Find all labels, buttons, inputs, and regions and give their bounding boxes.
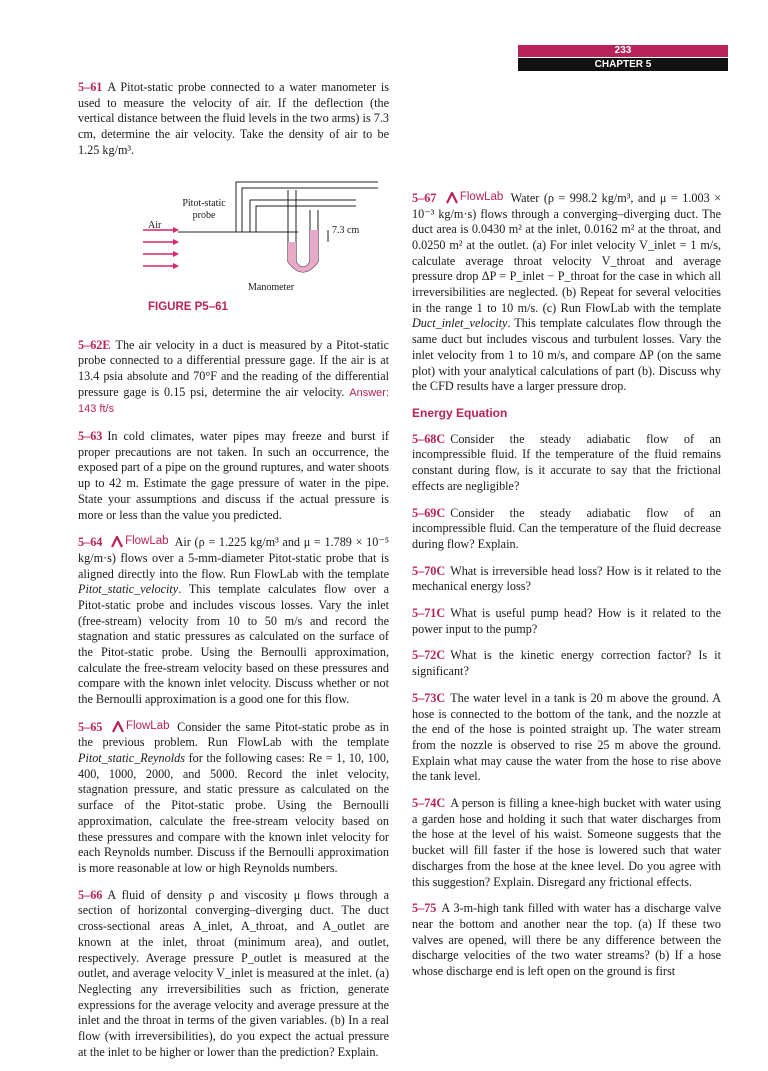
flowlab-logo: FlowLab [112,719,169,735]
template-name: Duct_inlet_velocity [412,316,508,331]
answer-value: 143 ft/s [78,403,115,416]
answer-label: Answer: [349,386,390,399]
problem-5-68C: 5–68C Consider the steady adiabatic flow of an incompressible fluid. If the temperature of the fluid remains constant during flow, is it accurate to say that the frictional effects are negligible? [412,431,721,493]
problem-5-73C: 5–73C The water level in a tank is 20 m above the ground. A hose is connected to the bottom of the tank, and the nozzle at the end of the hose is pointed straight up. The water stream from the nozzle is observed to rise 25 m above the ground. Explain what may cause the water from the hose to rise above the tank level. [412,690,721,784]
problem-5-65: 5–65 FlowLab Consider the same Pitot-static probe as in the previous problem. Run FlowLab with the template Pitot_static_Reynolds for the following cases: Re = 1, 10, 100, 400, 1000, 2000, and 5000. Record the inlet velocity, stagnation pressure, and static pressure as calculated on the surface of the Pitot-static probe. Using the Bernoulli approximation, calculate the free-stream velocity based on these pressures and compare with the known inlet velocity for each Reynolds number. Discuss if the Bernoulli approximation is more reasonable at low or high Reynolds numbers. [78,719,390,875]
problem-5-63: 5–63 In cold climates, water pipes may freeze and burst if proper precautions are not taken. In such an occurrence, the exposed part of a pipe on the ground ruptures, and water shoots up to 42 m. Estimate the gage pressure of water in the pipe. State your assumptions and discuss if the actual pressure is more or less than the value you predicted. [78,429,389,522]
page-header [518,45,728,71]
deflection-label: 7.3 cm [332,224,360,236]
figure-pitot-manometer [78,170,389,320]
problem-5-74C: 5–74C A person is filling a knee-high bucket with water using a garden hose and holding it such that water discharges from the hose at the level of his waist. Someone suggests that the bucket will fill faster if the hose is lowered such that water discharges from the hose at the knee level. Do you agree with this suggestion? Explain. Disregard any frictional effects. [412,796,721,889]
problem-5-61: 5–61 A Pitot-static probe connected to a water manometer is used to measure the velocity of air. If the deflection (the vertical distance between the fluid levels in the two arms) is 7.3 cm, determine the air velocity. Take the density of air to be 1.25 kg/m³. [78,80,389,157]
section-title-energy-equation: Energy Equation [412,405,508,420]
problem-5-70C: 5–70C What is irreversible head loss? How is it related to the mechanical energy loss? [412,563,721,594]
problem-5-72C: 5–72C What is the kinetic energy correction factor? Is it significant? [412,648,721,679]
problem-5-64: 5–64 FlowLab Air (ρ = 1.225 kg/m³ and μ = 1.789 × 10⁻⁵ kg/m·s) flows over a 5-mm-diameter Pitot-static probe that is aligned directly into the flow. Run FlowLab with the template Pitot_static_velocity. This template calculates flow over a Pitot-static probe and includes viscous losses. Vary the inlet (free-stream) velocity from 10 to 50 m/s and record the stagnation and static pressures as calculated on the surface of the Pitot-static probe. Using the Bernoulli approximation, calculate the free-stream velocity based on these pressures and compare with the known inlet velocity. Discuss whether or not the Bernoulli approximation is a good one for this flow. [78,535,390,707]
problem-5-66: 5–66 A fluid of density ρ and viscosity μ flows through a section of horizontal converging–diverging duct. The duct cross-sectional areas A_inlet, A_throat, and A_outlet are known at the inlet, throat (minimum area), and outlet, respectively. Average pressure P_outlet is measured at the outlet, and average velocity V_inlet is measured at the inlet. (a) Neglecting any irreversibilities such as friction, generate expressions for the average velocity and average pressure at the inlet and the throat in terms of the given variables. (b) In a real flow (with irreversibilities), do you expect the actual pressure at the inlet to be higher or lower than the prediction? Explain. [78,887,389,1059]
page-number: 233 [518,45,728,57]
chapter-label: CHAPTER 5 [518,58,728,71]
flowlab-icon [111,536,123,548]
flowlab-icon [112,721,124,733]
problem-5-71C: 5–71C What is useful pump head? How is it related to the power input to the pump? [412,606,721,636]
problem-5-69C: 5–69C Consider the steady adiabatic flow of an incompressible fluid. Can the temperature of the fluid decrease during flow? Explain. [412,505,721,551]
problem-5-75: 5–75 A 3-m-high tank filled with water has a discharge valve near the bottom and another near the top. (a) If these two valves are opened, will there be any difference between the discharge velocities of the two water streams? (b) If a hose whose discharge end is left open on the ground is first [412,901,721,979]
pitot-probe-label: Pitot-static probe [182,197,226,221]
problem-5-67: 5–67 FlowLab Water (ρ = 998.2 kg/m³, and μ = 1.003 × 10⁻³ kg/m·s) flows through a converging–diverging duct. The duct area is 0.0430 m² at the inlet, 0.0162 m² at the throat, and 0.0250 m² at the outlet. (a) For inlet velocity V_inlet = 1 m/s, calculate average throat velocity V_throat and average pressure drop ΔP = P_inlet − P_throat for the case in which all irreversibilities are neglected. (b) Repeat for several velocities in the range 1 to 10 m/s. (c) Run FlowLab with the template Duct_inlet_velocity. This template calculates flow through the same duct but includes viscous and turbulent losses. Vary the inlet velocity from 1 to 10 m/s, and compare ΔP (on the same plot) with your analytical calculations of part (b). Discuss why the CFD results have a larger pressure drop. [412,190,722,394]
figure-caption: FIGURE P5–61 [148,300,228,313]
left-column [78,80,389,1071]
flowlab-logo: FlowLab [446,190,503,206]
problem-5-62E: 5–62E The air velocity in a duct is measured by a Pitot-static probe connected to a differential pressure gage. If the air is at 13.4 psia absolute and 70°F and the reading of the differential pressure gage is 0.15 psi, determine the air velocity. Answer: 143 ft/s [78,337,390,416]
flowlab-icon [446,192,458,204]
right-column-main [412,80,721,991]
flowlab-logo: FlowLab [111,534,168,550]
manometer-label: Manometer [248,281,295,293]
template-name: Pitot_static_Reynolds [78,751,185,766]
template-name: Pitot_static_velocity [78,582,179,597]
air-label: Air [148,219,162,231]
